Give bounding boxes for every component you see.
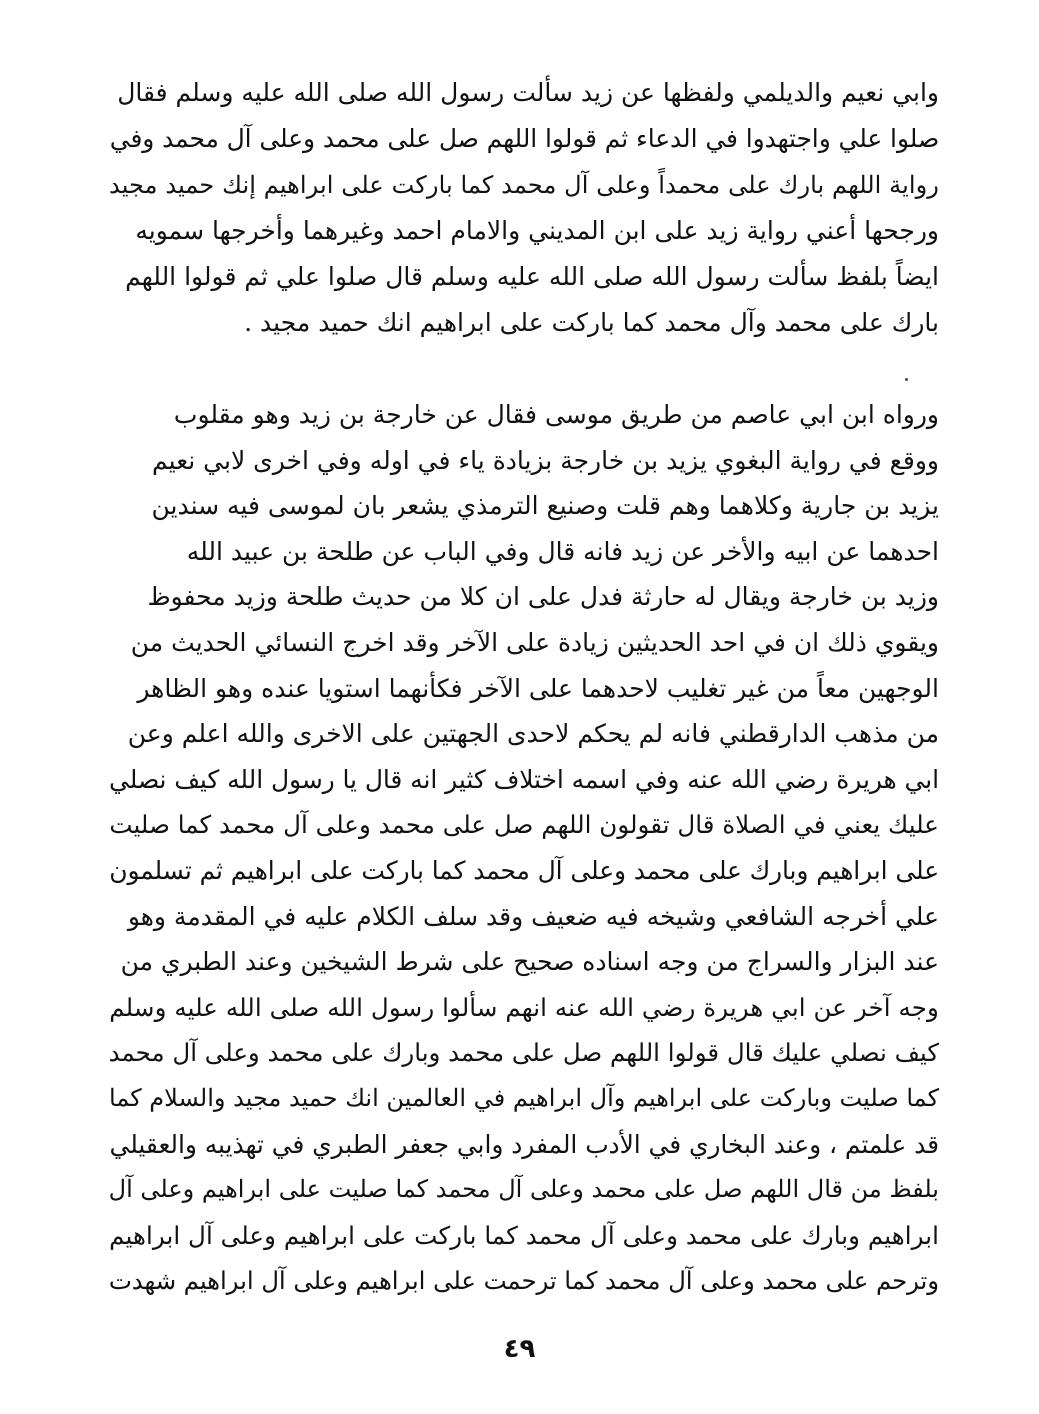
text-line: الوجهين معاً من غير تغليب لاحدهما على الآخر فكأنهما استويا عنده وهو الظاهر [137, 673, 939, 703]
text-line: وابي نعيم والديلمي ولفظها عن زيد سألت رسول الله صلى الله عليه وسلم فقال [117, 78, 939, 107]
paragraph-second [109, 392, 939, 1304]
text-line: على ابراهيم وبارك على محمد وعلى آل محمد كما باركت على ابراهيم ثم تسلمون [109, 855, 939, 885]
text-line: كيف نصلي عليك قال قولوا اللهم صل على محمد وبارك على محمد وعلى آل محمد [108, 1038, 939, 1068]
text-line: كما صليت وباركت على ابراهيم وآل ابراهيم في العالمين انك حميد مجيد والسلام كما [109, 1083, 939, 1112]
text-line: قد علمتم ، وعند البخاري في الأدب المفرد وابي جعفر الطبري في تهذيبه والعقيلي [109, 1129, 939, 1159]
text-line: من مذهب الدارقطني فانه لم يحكم لاحدى الجهتين على الاخرى والله اعلم وعن [127, 719, 939, 749]
text-line: بلفظ من قال اللهم صل على محمد وعلى آل محمد كما صليت على ابراهيم وعلى آل [108, 1175, 939, 1204]
text-line: عند البزار والسراج من وجه اسناده صحيح على شرط الشيخين وعند الطبري من [120, 947, 939, 977]
text-line: ويقوي ذلك ان في احد الحديثين زيادة على الآخر وقد اخرج النسائي الحديث من [130, 627, 939, 657]
text-line: ووقع في رواية البغوي يزيد بن خارجة بزيادة ياء في اوله وفي اخرى لابي نعيم [152, 445, 939, 475]
stray-dot [905, 378, 908, 381]
text-line: صلوا علي واجتهدوا في الدعاء ثم قولوا اللهم صل على محمد وعلى آل محمد وفي [109, 124, 939, 153]
text-line: ايضاً بلفظ سألت رسول الله صلى الله عليه وسلم قال صلوا علي ثم قولوا اللهم [125, 262, 939, 291]
text-line: وزيد بن خارجة ويقال له حارثة فدل على ان كلا من حديث طلحة وزيد محفوظ [147, 582, 939, 612]
text-line: رواية اللهم بارك على محمداً وعلى آل محمد كما باركت على ابراهيم إنك حميد مجيد [109, 170, 939, 199]
paragraph-first [109, 70, 939, 346]
page-number: ٤٩ [503, 1334, 536, 1364]
text-line: وجه آخر عن ابي هريرة رضي الله عنه انهم سألوا رسول الله صلى الله عليه وسلم [109, 992, 939, 1022]
text-line: ابراهيم وبارك على محمد وعلى آل محمد كما باركت على ابراهيم وعلى آل ابراهيم [109, 1220, 939, 1250]
text-line: ورواه ابن ابي عاصم من طريق موسى فقال عن خارجة بن زيد وهو مقلوب [173, 400, 939, 429]
text-line: ورجحها أعني رواية زيد على ابن المديني والامام احمد وغيرهما وأخرجها سمويه [135, 216, 939, 245]
text-line: ابي هريرة رضي الله عنه وفي اسمه اختلاف كثير انه قال يا رسول الله كيف نصلي [109, 764, 939, 794]
text-line: عليك يعني في الصلاة قال تقولون اللهم صل على محمد وعلى آل محمد كما صليت [109, 810, 939, 840]
text-line: احدهما عن ابيه والأخر عن زيد فانه قال وفي الباب عن طلحة بن عبيد الله [186, 536, 939, 566]
text-line: يزيد بن جارية وكلاهما وهم قلت وصنيع الترمذي يشعر بان لموسى فيه سندين [151, 491, 939, 521]
text-line: وترحم على محمد وعلى آل محمد كما ترحمت على ابراهيم وعلى آل ابراهيم شهدت [108, 1266, 939, 1296]
text-line: علي أخرجه الشافعي وشيخه فيه ضعيف وقد سلف الكلام عليه في المقدمة وهو [127, 901, 939, 931]
text-line: بارك على محمد وآل محمد كما باركت على ابراهيم انك حميد مجيد . [244, 308, 939, 337]
